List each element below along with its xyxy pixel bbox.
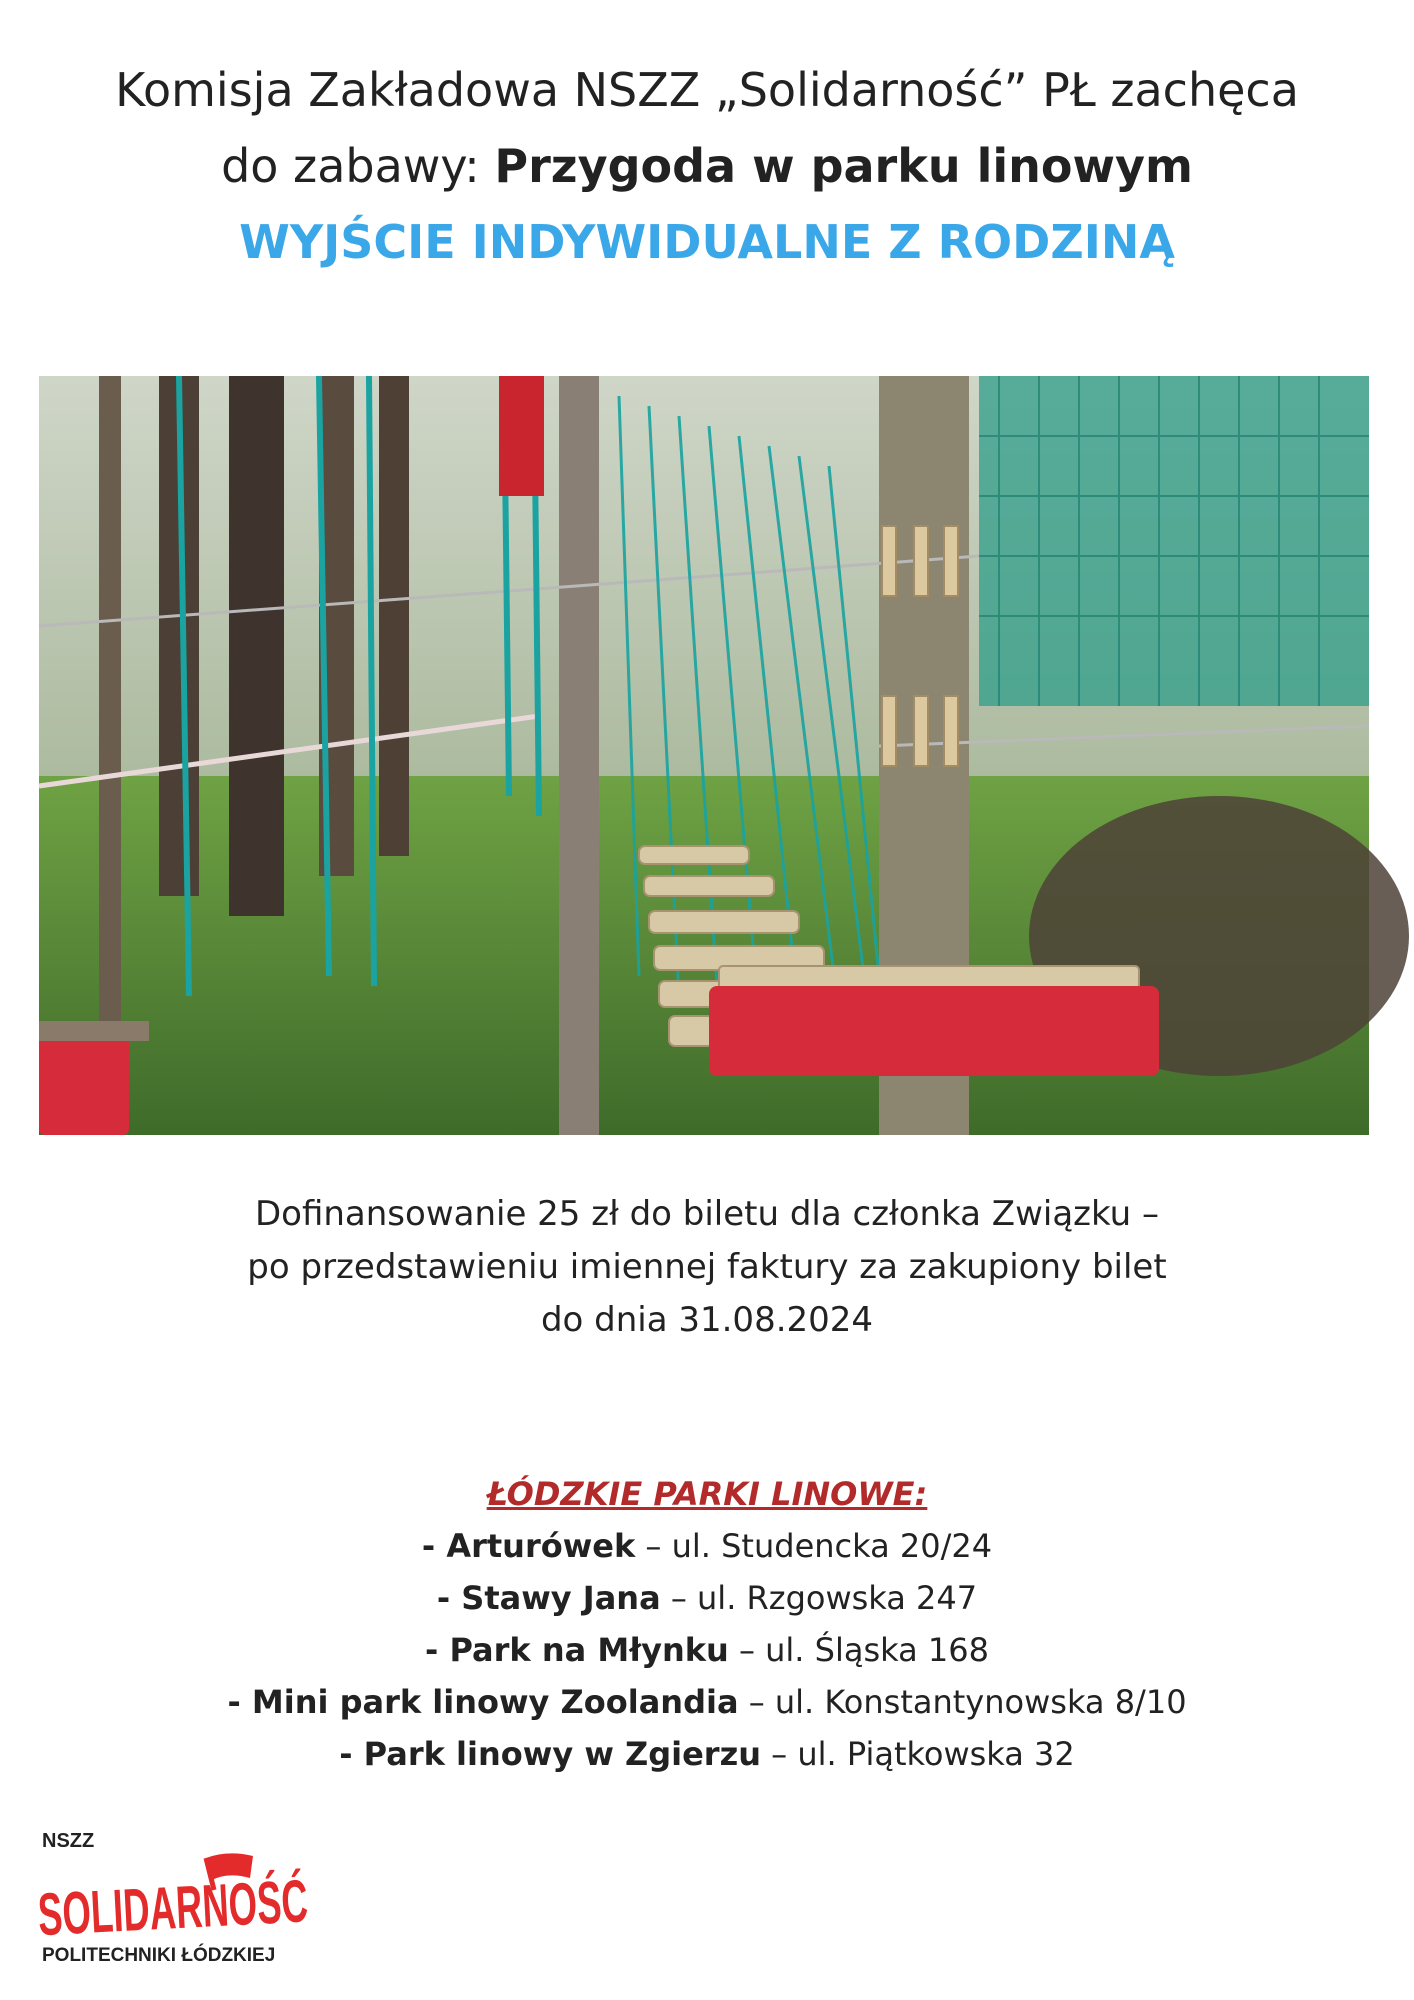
funding-line-2: po przedstawieniu imiennej faktury za zakupiony bilet	[247, 1247, 1167, 1287]
header-line-2	[0, 128, 1414, 204]
park-item	[0, 1572, 1414, 1624]
park-name: - Mini park linowy Zoolandia	[227, 1683, 739, 1721]
svg-text:SOLIDARNOŚĆ: SOLIDARNOŚĆ	[36, 1858, 483, 1949]
park-address: – ul. Rzgowska 247	[660, 1579, 978, 1617]
logo-nszz: NSZZ	[42, 1830, 95, 1852]
park-item	[0, 1624, 1414, 1676]
rope-park-illustration	[39, 376, 1369, 1135]
rope-park-photo	[39, 376, 1369, 1135]
funding-line-1: Dofinansowanie 25 zł do biletu dla członka Związku –	[254, 1194, 1160, 1234]
logo-subtitle: POLITECHNIKI ŁÓDZKIEJ	[42, 1945, 276, 1966]
event-title: Przygoda w parku linowym	[494, 139, 1193, 193]
park-address: – ul. Piątkowska 32	[760, 1735, 1075, 1773]
park-name: - Park linowy w Zgierzu	[339, 1735, 761, 1773]
park-item	[0, 1676, 1414, 1728]
header-line-1: Komisja Zakładowa NSZZ „Solidarność” PŁ zachęca	[115, 63, 1299, 117]
park-item	[0, 1728, 1414, 1780]
park-address: – ul. Konstantynowska 8/10	[738, 1683, 1187, 1721]
funding-info	[0, 1188, 1414, 1347]
park-address: – ul. Studencka 20/24	[635, 1527, 993, 1565]
header-line-2-prefix: do zabawy:	[221, 139, 495, 193]
event-subtitle: WYJŚCIE INDYWIDUALNE Z RODZINĄ	[239, 215, 1175, 269]
funding-line-3: do dnia 31.08.2024	[540, 1300, 874, 1340]
park-item	[0, 1520, 1414, 1572]
park-name: - Stawy Jana	[436, 1579, 661, 1617]
parks-heading: ŁÓDZKIE PARKI LINOWE:	[486, 1475, 928, 1513]
park-name: - Park na Młynku	[425, 1631, 729, 1669]
park-address: – ul. Śląska 168	[728, 1631, 989, 1669]
solidarnosc-logo	[36, 1830, 483, 1980]
park-name: - Arturówek	[421, 1527, 636, 1565]
header	[0, 52, 1414, 280]
solidarnosc-wordmark	[36, 1850, 483, 1949]
parks-list	[0, 1468, 1414, 1780]
